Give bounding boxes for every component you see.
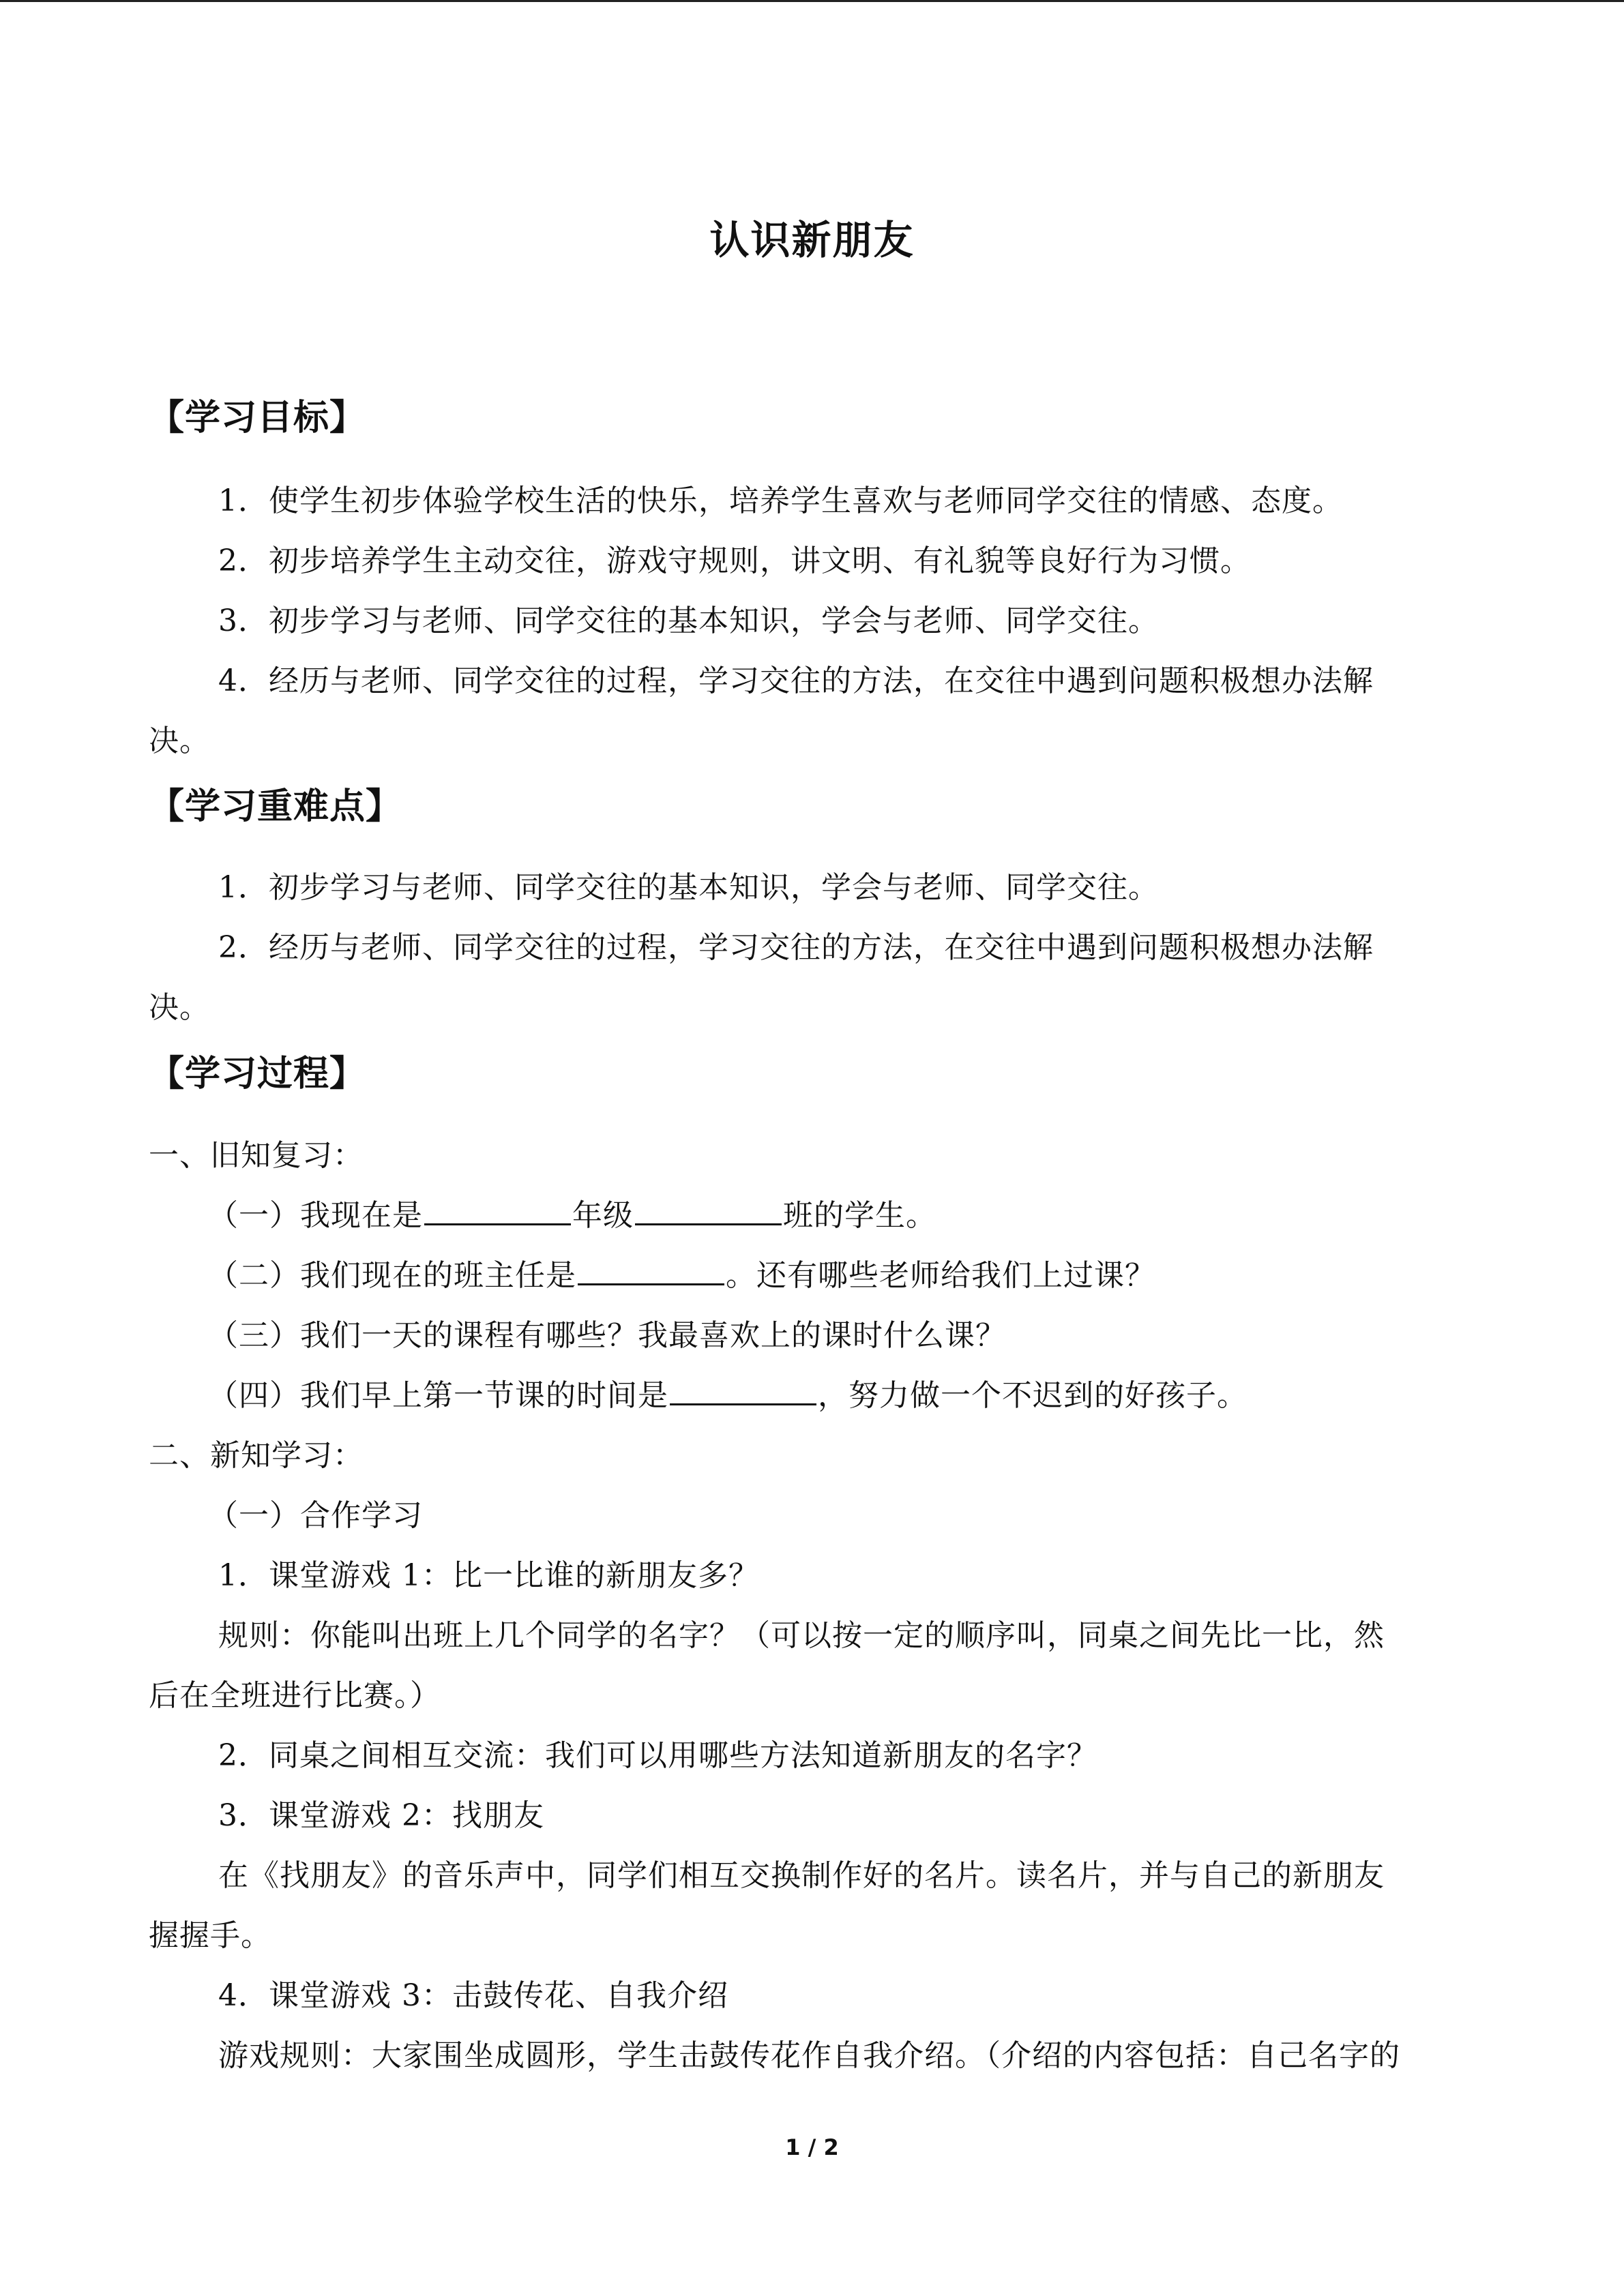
new-learning-title: 二、新知学习： [149,1438,364,1473]
new-item-6-cont: 握握手。 [149,1918,271,1953]
goal-item-4: 4．经历与老师、同学交往的过程，学习交往的方法，在交往中遇到问题积极想办法解 [218,664,1374,698]
new-item-3-cont: 后在全班进行比赛。） [149,1678,441,1713]
goal-item-2: 2．初步培养学生主动交往，游戏守规则，讲文明、有礼貌等良好行为习惯。 [218,543,1251,578]
teacher-blank [578,1279,724,1285]
heading-goals: 【学习目标】 [149,398,366,438]
review-q4-text-a: （四）我们早上第一节课的时间是 [208,1378,668,1413]
new-item-4: 2．同桌之间相互交流：我们可以用哪些方法知道新朋友的名字？ [218,1738,1097,1773]
new-item-1: （一）合作学习 [208,1498,423,1533]
review-q1-text-c: 班的学生。 [783,1198,936,1233]
class-blank [635,1219,782,1225]
review-q1-text-a: （一）我现在是 [208,1198,423,1233]
page-number: 1 / 2 [785,2134,839,2160]
top-border-line [0,0,1624,2]
review-q1 [208,1191,936,1234]
review-title: 一、旧知复习： [149,1138,364,1173]
goal-item-4-cont: 决。 [149,724,210,758]
review-q2-text-b: 。还有哪些老师给我们上过课？ [726,1258,1155,1293]
review-q4-text-b: ，努力做一个不迟到的好孩子。 [818,1378,1247,1413]
new-item-5: 3．课堂游戏 2：找朋友 [218,1798,544,1833]
review-q2-text-a: （二）我们现在的班主任是 [208,1258,576,1293]
grade-blank [424,1219,571,1225]
new-item-8: 游戏规则：大家围坐成圆形，学生击鼓传花作自我介绍。（介绍的内容包括：自己名字的 [218,2038,1400,2073]
new-item-6: 在《找朋友》的音乐声中，同学们相互交换制作好的名片。读名片，并与自己的新朋友 [218,1858,1385,1893]
key-point-2-cont: 决。 [149,990,210,1025]
new-item-2: 1．课堂游戏 1：比一比谁的新朋友多？ [218,1558,759,1593]
review-q2 [208,1251,1155,1294]
key-point-1: 1．初步学习与老师、同学交往的基本知识，学会与老师、同学交往。 [218,870,1159,905]
new-item-7: 4．课堂游戏 3：击鼓传花、自我介绍 [218,1978,728,2013]
heading-key-points: 【学习重难点】 [149,786,402,827]
new-item-3: 规则：你能叫出班上几个同学的名字？（可以按一定的顺序叫，同桌之间先比一比，然 [218,1618,1385,1653]
key-point-2: 2．经历与老师、同学交往的过程，学习交往的方法，在交往中遇到问题积极想办法解 [218,930,1374,965]
goal-item-3: 3．初步学习与老师、同学交往的基本知识，学会与老师、同学交往。 [218,603,1159,638]
goal-item-1: 1．使学生初步体验学校生活的快乐，培养学生喜欢与老师同学交往的情感、态度。 [218,483,1343,518]
review-q3: （三）我们一天的课程有哪些？我最喜欢上的课时什么课？ [208,1318,1006,1353]
page-title: 认识新朋友 [709,217,915,263]
heading-process: 【学习过程】 [149,1054,366,1094]
time-blank [670,1399,816,1405]
review-q1-text-b: 年级 [572,1198,634,1233]
review-q4 [208,1371,1247,1414]
